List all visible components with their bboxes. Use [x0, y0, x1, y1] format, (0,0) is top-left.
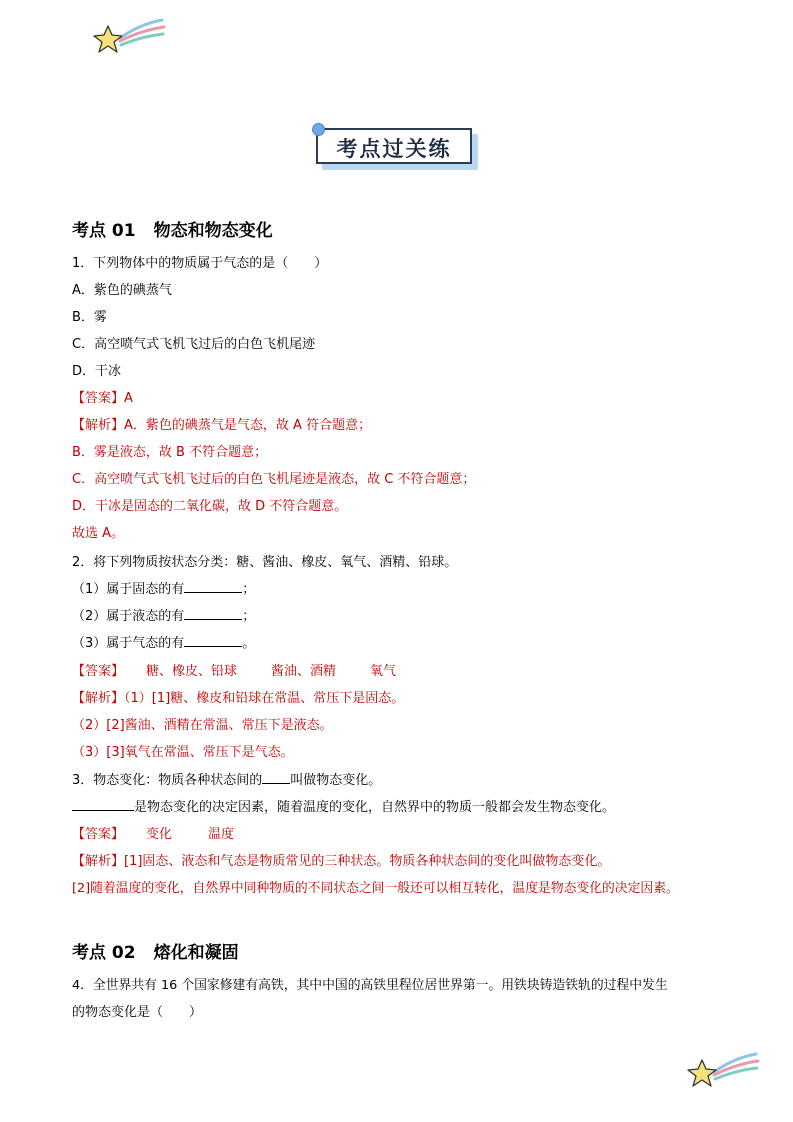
part-suffix: ；	[242, 609, 256, 624]
section-number: 考点 02	[72, 943, 136, 963]
question-2-part-3	[72, 632, 255, 651]
answer-1	[72, 387, 133, 406]
analysis-1-line-2: B．雾是液态，故 B 不符合题意；	[72, 445, 268, 460]
question-2-part-1	[72, 578, 255, 597]
option-d: D．干冰	[72, 364, 122, 379]
page-title: 考点过关练	[336, 137, 452, 161]
answer-value: 糖、橡皮、铅球	[146, 664, 238, 679]
analysis-2-line-3: （3）[3]氧气在常温、常压下是气态。	[72, 745, 294, 760]
analysis-3-line-1	[72, 850, 610, 869]
part-prefix: （1）属于固态的有	[72, 582, 185, 597]
question-4-line-2: 的物态变化是（ ）	[72, 1005, 203, 1020]
answer-value: A	[124, 391, 133, 406]
fill-blank[interactable]	[184, 634, 242, 647]
answer-value: 氧气	[370, 664, 397, 679]
section-heading-2	[72, 938, 239, 963]
analysis-label: 【解析】	[72, 854, 125, 869]
analysis-2-line-2: （2）[2]酱油、酒精在常温、常压下是液态。	[72, 718, 333, 733]
question-3-stem	[72, 769, 381, 788]
option-b: B．雾	[72, 310, 107, 325]
answer-value: 变化	[146, 827, 173, 842]
shooting-star-icon	[684, 1052, 764, 1094]
section-name: 物态和物态变化	[153, 221, 273, 241]
answer-value: 酱油、酒精	[271, 664, 337, 679]
option-c: C．高空喷气式飞机飞过后的白色飞机尾迹	[72, 337, 316, 352]
section-heading-1	[72, 216, 273, 241]
part-prefix: （3）属于气态的有	[72, 636, 185, 651]
analysis-1-line-3: C．高空喷气式飞机飞过后的白色飞机尾迹是液态，故 C 不符合题意；	[72, 472, 476, 487]
question-4-line-1: 4．全世界共有 16 个国家修建有高铁，其中中国的高铁里程位居世界第一。用铁块铸造铁轨的过程中发生	[72, 978, 668, 993]
answer-label: 【答案】	[72, 391, 125, 406]
answer-3	[72, 823, 234, 842]
option-a: A．紫色的碘蒸气	[72, 283, 172, 298]
part-suffix: 。	[242, 636, 256, 651]
question-2-stem: 2．将下列物质按状态分类：糖、酱油、橡皮、氧气、酒精、铅球。	[72, 555, 458, 570]
analysis-2-line-1	[72, 687, 404, 706]
stem-part: 是物态变化的决定因素，随着温度的变化，自然界中的物质一般都会发生物态变化。	[134, 800, 616, 815]
analysis-1-line-4: D．干冰是固态的二氧化碳，故 D 不符合题意。	[72, 499, 348, 514]
analysis-label: 【解析】	[72, 691, 125, 706]
stem-part: 3．物态变化：物质各种状态间的	[72, 773, 263, 788]
fill-blank[interactable]	[184, 580, 242, 593]
fill-blank[interactable]	[72, 798, 134, 811]
analysis-text: （1）[1]糖、橡皮和铅球在常温、常压下是固态。	[124, 691, 405, 706]
analysis-3-line-2: [2]随着温度的变化，自然界中同种物质的不同状态之间一般还可以相互转化，温度是物态变化的决定因素。	[72, 881, 679, 896]
answer-2	[72, 660, 396, 679]
answer-label: 【答案】	[72, 664, 125, 679]
part-prefix: （2）属于液态的有	[72, 609, 185, 624]
fill-blank[interactable]	[184, 607, 242, 620]
analysis-text: [1]固态、液态和气态是物质常见的三种状态。物质各种状态间的变化叫做物态变化。	[124, 854, 611, 869]
question-2-part-2	[72, 605, 255, 624]
title-badge	[316, 128, 472, 164]
answer-label: 【答案】	[72, 827, 125, 842]
analysis-1-line-5: 故选 A。	[72, 526, 125, 541]
section-number: 考点 01	[72, 221, 136, 241]
stem-part: 叫做物态变化。	[290, 773, 382, 788]
analysis-text: A．紫色的碘蒸气是气态，故 A 符合题意；	[124, 418, 372, 433]
fill-blank[interactable]	[262, 771, 290, 784]
analysis-label: 【解析】	[72, 418, 125, 433]
part-suffix: ；	[242, 582, 256, 597]
answer-value: 温度	[208, 827, 235, 842]
analysis-1-line-1	[72, 414, 371, 433]
section-name: 熔化和凝固	[153, 943, 239, 963]
shooting-star-icon	[90, 18, 170, 60]
question-1-stem: 1．下列物体中的物质属于气态的是（ ）	[72, 256, 328, 271]
question-3-line-2	[72, 796, 615, 815]
